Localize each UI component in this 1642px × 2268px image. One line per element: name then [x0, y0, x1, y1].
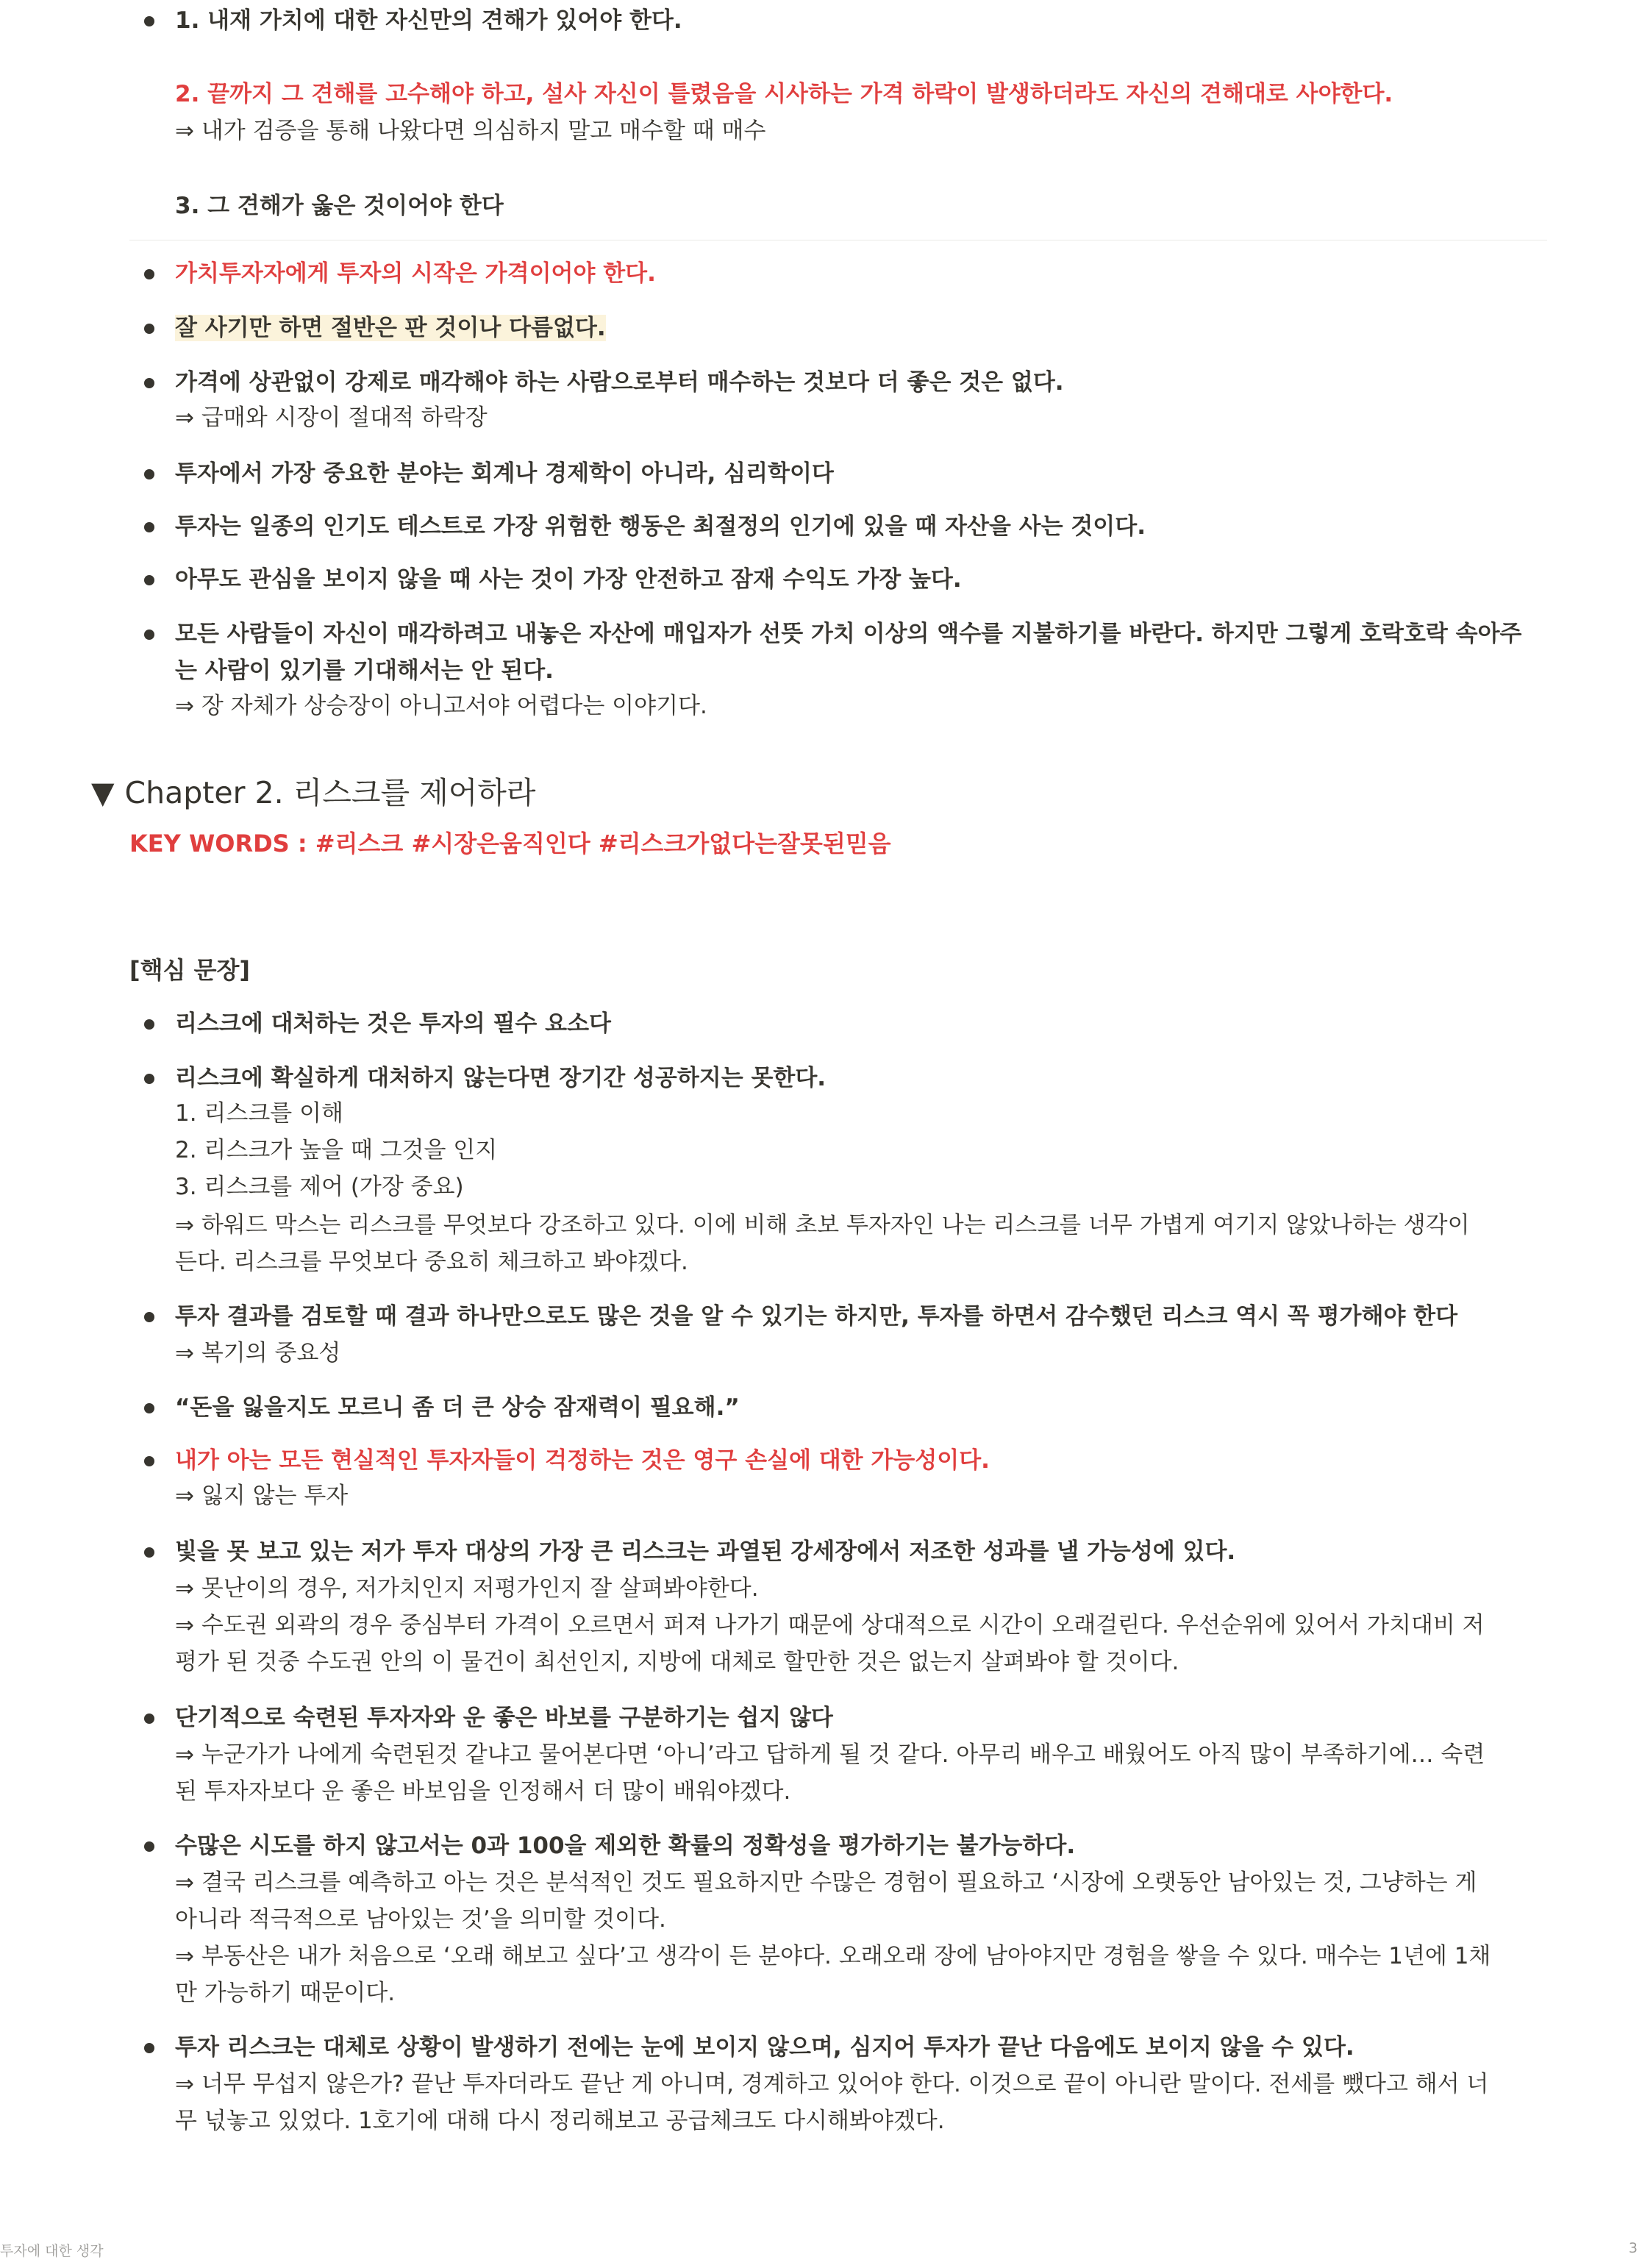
list-item-note: ⇒ 누군가가 나에게 숙련된것 같냐고 물어본다면 ‘아니’라고 답하게 될 것 같다. 아무리 배우고 배웠어도 아직 많이 부족하기에… 숙련 — [175, 1741, 1485, 1768]
toggle-triangle-icon[interactable]: ▼ — [91, 775, 115, 810]
list-item: 투자에서 가장 중요한 분야는 회계나 경제학이 아니라, 심리학이다 — [175, 460, 834, 487]
section-label: [핵심 문장] — [129, 956, 251, 984]
bullet-dot — [144, 2043, 154, 2053]
list-item: 가치투자자에게 투자의 시작은 가격이어야 한다. — [175, 260, 656, 287]
list-item-note: ⇒ 복기의 중요성 — [175, 1340, 341, 1366]
highlighted-text: 잘 사기만 하면 절반은 판 것이나 다름없다. — [175, 315, 606, 341]
page-number: 3 — [1628, 2240, 1638, 2256]
bullet-dot — [144, 1074, 154, 1084]
bullet-dot — [144, 522, 154, 532]
list-item: 리스크에 대처하는 것은 투자의 필수 요소다 — [175, 1010, 611, 1037]
list-item-note: 든다. 리스크를 무엇보다 중요히 체크하고 봐야겠다. — [175, 1249, 688, 1275]
bullet-dot — [144, 1403, 154, 1413]
list-a-item1-line1: 1. 내재 가치에 대한 자신만의 견해가 있어야 한다. — [175, 7, 682, 34]
list-item-note: 2. 리스크가 높을 때 그것을 인지 — [175, 1137, 498, 1163]
list-item-note: ⇒ 장 자체가 상승장이 아니고서야 어렵다는 이야기다. — [175, 693, 707, 719]
bullet-dot — [144, 1019, 154, 1030]
footer-title: 투자에 대한 생각 — [0, 2243, 104, 2259]
list-item — [175, 313, 606, 343]
list-a-item1-line4: 3. 그 견해가 옳은 것이어야 한다 — [175, 193, 504, 219]
list-item-note: 1. 리스크를 이해 — [175, 1100, 343, 1127]
bullet-dot — [144, 1456, 154, 1466]
list-item-note: ⇒ 부동산은 내가 처음으로 ‘오래 해보고 싶다’고 생각이 든 분야다. 오래오래 장에 남아야지만 경험을 쌓을 수 있다. 매수는 1년에 1채 — [175, 1943, 1491, 1969]
list-item-note: 무 넋놓고 있었다. 1호기에 대해 다시 정리해보고 공급체크도 다시해봐야겠다. — [175, 2108, 945, 2134]
list-item: 투자는 일종의 인기도 테스트로 가장 위험한 행동은 최절정의 인기에 있을 때 자산을 사는 것이다. — [175, 513, 1146, 540]
bullet-dot — [144, 469, 154, 479]
list-item-note: 만 가능하기 때문이다. — [175, 1980, 396, 2006]
list-item-note: 된 투자자보다 운 좋은 바보임을 인정해서 더 많이 배워야겠다. — [175, 1778, 791, 1805]
list-item-note: ⇒ 결국 리스크를 예측하고 아는 것은 분석적인 것도 필요하지만 수많은 경험이 필요하고 ‘시장에 오랫동안 남아있는 것, 그냥하는 게 — [175, 1869, 1477, 1896]
list-item: 빛을 못 보고 있는 저가 투자 대상의 가장 큰 리스크는 과열된 강세장에서 저조한 성과를 낼 가능성에 있다. — [175, 1538, 1236, 1565]
bullet-dot — [144, 575, 154, 585]
list-item: 리스크에 확실하게 대처하지 않는다면 장기간 성공하지는 못한다. — [175, 1065, 827, 1091]
bullet-dot — [144, 1312, 154, 1322]
list-item-note: 아니라 적극적으로 남아있는 것’을 의미할 것이다. — [175, 1906, 666, 1933]
list-item: 단기적으로 숙련된 투자자와 운 좋은 바보를 구분하기는 쉽지 않다 — [175, 1705, 833, 1731]
list-item: 가격에 상관없이 강제로 매각해야 하는 사람으로부터 매수하는 것보다 더 좋은 것은 없다. — [175, 369, 1064, 396]
bullet-dot — [144, 16, 154, 26]
list-item: 모든 사람들이 자신이 매각하려고 내놓은 자산에 매입자가 선뜻 가치 이상의 액수를 지불하기를 바란다. 하지만 그렇게 호락호락 속아주 — [175, 621, 1522, 647]
bullet-dot — [144, 630, 154, 640]
list-item: 투자 리스크는 대체로 상황이 발생하기 전에는 눈에 보이지 않으며, 심지어 투자가 끝난 다음에도 보이지 않을 수 있다. — [175, 2034, 1354, 2061]
list-a-item1-line3: ⇒ 내가 검증을 통해 나왔다면 의심하지 말고 매수할 때 매수 — [175, 118, 766, 144]
list-item-note: 3. 리스크를 제어 (가장 중요) — [175, 1174, 464, 1200]
bullet-dot — [144, 324, 154, 334]
list-item-note: ⇒ 못난이의 경우, 저가치인지 저평가인지 잘 살펴봐야한다. — [175, 1575, 759, 1602]
chapter-keywords: KEY WORDS : #리스크 #시장은움직인다 #리스크가없다는잘못된믿음 — [129, 830, 891, 857]
list-item: 내가 아는 모든 현실적인 투자자들이 걱정하는 것은 영구 손실에 대한 가능성이다. — [175, 1447, 990, 1474]
list-item: 수많은 시도를 하지 않고서는 0과 100을 제외한 확률의 정확성을 평가하기는 불가능하다. — [175, 1833, 1076, 1859]
bullet-dot — [144, 1714, 154, 1724]
bullet-dot — [144, 1841, 154, 1852]
chapter-toggle[interactable] — [91, 774, 536, 812]
list-item-note: ⇒ 하워드 막스는 리스크를 무엇보다 강조하고 있다. 이에 비해 초보 투자자인 나는 리스크를 너무 가볍게 여기지 않았나하는 생각이 — [175, 1212, 1470, 1238]
list-item-note: 평가 된 것중 수도권 안의 이 물건이 최선인지, 지방에 대체로 할만한 것은 없는지 살펴봐야 할 것이다. — [175, 1649, 1179, 1675]
list-item-note: ⇒ 수도권 외곽의 경우 중심부터 가격이 오르면서 퍼져 나가기 때문에 상대적으로 시간이 오래걸린다. 우선순위에 있어서 가치대비 저 — [175, 1612, 1485, 1638]
list-item: “돈을 잃을지도 모르니 좀 더 큰 상승 잠재력이 필요해.” — [175, 1394, 740, 1421]
bullet-dot — [144, 269, 154, 279]
list-item-note: ⇒ 잃지 않는 투자 — [175, 1483, 349, 1509]
list-item-note: ⇒ 급매와 시장이 절대적 하락장 — [175, 404, 488, 431]
list-a-item1-line2: 2. 끝까지 그 견해를 고수해야 하고, 설사 자신이 틀렸음을 시사하는 가격 하락이 발생하더라도 자신의 견해대로 사야한다. — [175, 81, 1393, 107]
bullet-dot — [144, 378, 154, 388]
bullet-dot — [144, 1547, 154, 1558]
list-item: 아무도 관심을 보이지 않을 때 사는 것이 가장 안전하고 잠재 수익도 가장 높다. — [175, 566, 962, 593]
list-item-note: ⇒ 너무 무섭지 않은가? 끝난 투자더라도 끝난 게 아니며, 경계하고 있어야 한다. 이것으로 끝이 아니란 말이다. 전세를 뺐다고 해서 너 — [175, 2071, 1489, 2097]
chapter-title: Chapter 2. 리스크를 제어하라 — [124, 775, 536, 810]
list-item: 투자 결과를 검토할 때 결과 하나만으로도 많은 것을 알 수 있기는 하지만, 투자를 하면서 감수했던 리스크 역시 꼭 평가해야 한다 — [175, 1303, 1458, 1330]
list-item-cont: 는 사람이 있기를 기대해서는 안 된다. — [175, 657, 554, 684]
